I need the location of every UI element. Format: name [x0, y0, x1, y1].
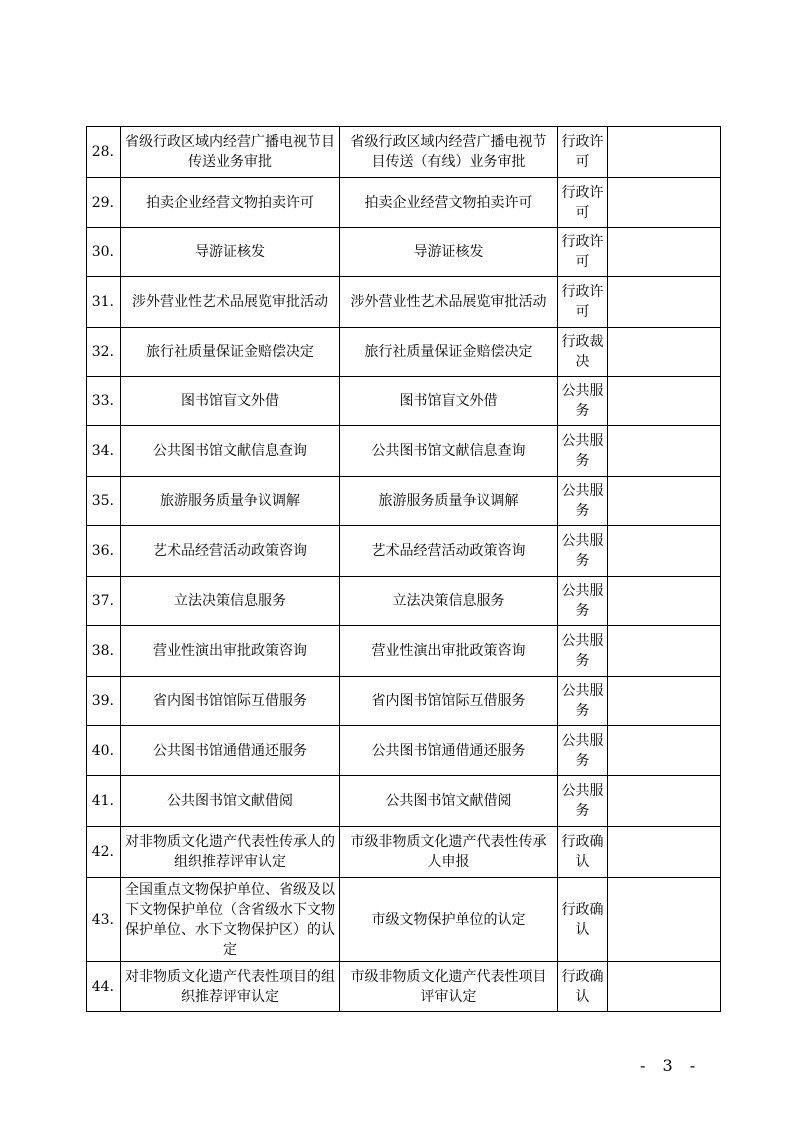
item-type: 行政确认 — [558, 827, 608, 878]
item-note — [608, 477, 721, 526]
items-table — [86, 126, 721, 1012]
row-number: 38. — [87, 626, 121, 677]
item-type: 公共服务 — [558, 626, 608, 677]
item-name: 公共图书馆通借通还服务 — [121, 726, 340, 776]
sub-item-name: 立法决策信息服务 — [340, 577, 558, 626]
table-row — [87, 228, 721, 277]
table-row — [87, 776, 721, 827]
item-name: 拍卖企业经营文物拍卖许可 — [121, 178, 340, 228]
table-row — [87, 962, 721, 1012]
row-number: 40. — [87, 726, 121, 776]
table-row — [87, 878, 721, 962]
item-name: 旅行社质量保证金赔偿决定 — [121, 328, 340, 377]
item-name: 涉外营业性艺术品展览审批活动 — [121, 277, 340, 328]
item-note — [608, 228, 721, 277]
row-number: 43. — [87, 878, 121, 962]
row-number: 33. — [87, 377, 121, 426]
item-type: 公共服务 — [558, 426, 608, 477]
item-note — [608, 626, 721, 677]
row-number: 32. — [87, 328, 121, 377]
row-number: 35. — [87, 477, 121, 526]
table-row — [87, 178, 721, 228]
row-number: 30. — [87, 228, 121, 277]
table-row — [87, 677, 721, 726]
row-number: 36. — [87, 526, 121, 577]
item-note — [608, 677, 721, 726]
item-type: 行政确认 — [558, 878, 608, 962]
sub-item-name: 拍卖企业经营文物拍卖许可 — [340, 178, 558, 228]
sub-item-name: 图书馆盲文外借 — [340, 377, 558, 426]
item-type: 行政确认 — [558, 962, 608, 1012]
item-type: 行政许可 — [558, 178, 608, 228]
item-note — [608, 328, 721, 377]
item-name: 全国重点文物保护单位、省级及以下文物保护单位（含省级水下文物保护单位、水下文物保护区）的认定 — [121, 878, 340, 962]
row-number: 29. — [87, 178, 121, 228]
row-number: 44. — [87, 962, 121, 1012]
item-note — [608, 178, 721, 228]
table-row — [87, 377, 721, 426]
table-row — [87, 726, 721, 776]
sub-item-name: 省内图书馆馆际互借服务 — [340, 677, 558, 726]
table-row — [87, 426, 721, 477]
item-note — [608, 577, 721, 626]
item-name: 图书馆盲文外借 — [121, 377, 340, 426]
sub-item-name: 导游证核发 — [340, 228, 558, 277]
sub-item-name: 市级文物保护单位的认定 — [340, 878, 558, 962]
item-name: 公共图书馆文献信息查询 — [121, 426, 340, 477]
row-number: 37. — [87, 577, 121, 626]
item-note — [608, 878, 721, 962]
item-name: 旅游服务质量争议调解 — [121, 477, 340, 526]
sub-item-name: 营业性演出审批政策咨询 — [340, 626, 558, 677]
item-name: 导游证核发 — [121, 228, 340, 277]
item-type: 公共服务 — [558, 677, 608, 726]
item-name: 立法决策信息服务 — [121, 577, 340, 626]
item-note — [608, 726, 721, 776]
table-row — [87, 127, 721, 178]
item-type: 行政许可 — [558, 228, 608, 277]
item-type: 行政裁决 — [558, 328, 608, 377]
item-type: 行政许可 — [558, 277, 608, 328]
item-name: 公共图书馆文献借阅 — [121, 776, 340, 827]
sub-item-name: 涉外营业性艺术品展览审批活动 — [340, 277, 558, 328]
sub-item-name: 市级非物质文化遗产代表性传承人申报 — [340, 827, 558, 878]
item-name: 对非物质文化遗产代表性传承人的组织推荐评审认定 — [121, 827, 340, 878]
item-name: 营业性演出审批政策咨询 — [121, 626, 340, 677]
row-number: 41. — [87, 776, 121, 827]
item-note — [608, 962, 721, 1012]
sub-item-name: 省级行政区域内经营广播电视节目传送（有线）业务审批 — [340, 127, 558, 178]
item-type: 公共服务 — [558, 776, 608, 827]
table-row — [87, 577, 721, 626]
item-note — [608, 277, 721, 328]
item-name: 省级行政区域内经营广播电视节目传送业务审批 — [121, 127, 340, 178]
sub-item-name: 旅游服务质量争议调解 — [340, 477, 558, 526]
table-row — [87, 626, 721, 677]
item-type: 行政许可 — [558, 127, 608, 178]
row-number: 31. — [87, 277, 121, 328]
table-row — [87, 328, 721, 377]
table-row — [87, 526, 721, 577]
table-row — [87, 277, 721, 328]
item-type: 公共服务 — [558, 577, 608, 626]
sub-item-name: 艺术品经营活动政策咨询 — [340, 526, 558, 577]
item-type: 公共服务 — [558, 726, 608, 776]
row-number: 42. — [87, 827, 121, 878]
sub-item-name: 公共图书馆通借通还服务 — [340, 726, 558, 776]
item-type: 公共服务 — [558, 526, 608, 577]
item-note — [608, 426, 721, 477]
item-note — [608, 827, 721, 878]
sub-item-name: 市级非物质文化遗产代表性项目评审认定 — [340, 962, 558, 1012]
table-row — [87, 477, 721, 526]
items-table-body — [87, 127, 721, 1012]
sub-item-name: 公共图书馆文献借阅 — [340, 776, 558, 827]
item-note — [608, 127, 721, 178]
item-note — [608, 377, 721, 426]
item-name: 艺术品经营活动政策咨询 — [121, 526, 340, 577]
table-row — [87, 827, 721, 878]
sub-item-name: 公共图书馆文献信息查询 — [340, 426, 558, 477]
item-note — [608, 526, 721, 577]
row-number: 28. — [87, 127, 121, 178]
row-number: 34. — [87, 426, 121, 477]
page-number: - 3 - — [640, 1056, 702, 1075]
item-name: 对非物质文化遗产代表性项目的组织推荐评审认定 — [121, 962, 340, 1012]
item-name: 省内图书馆馆际互借服务 — [121, 677, 340, 726]
item-note — [608, 776, 721, 827]
item-type: 公共服务 — [558, 377, 608, 426]
sub-item-name: 旅行社质量保证金赔偿决定 — [340, 328, 558, 377]
item-type: 公共服务 — [558, 477, 608, 526]
row-number: 39. — [87, 677, 121, 726]
